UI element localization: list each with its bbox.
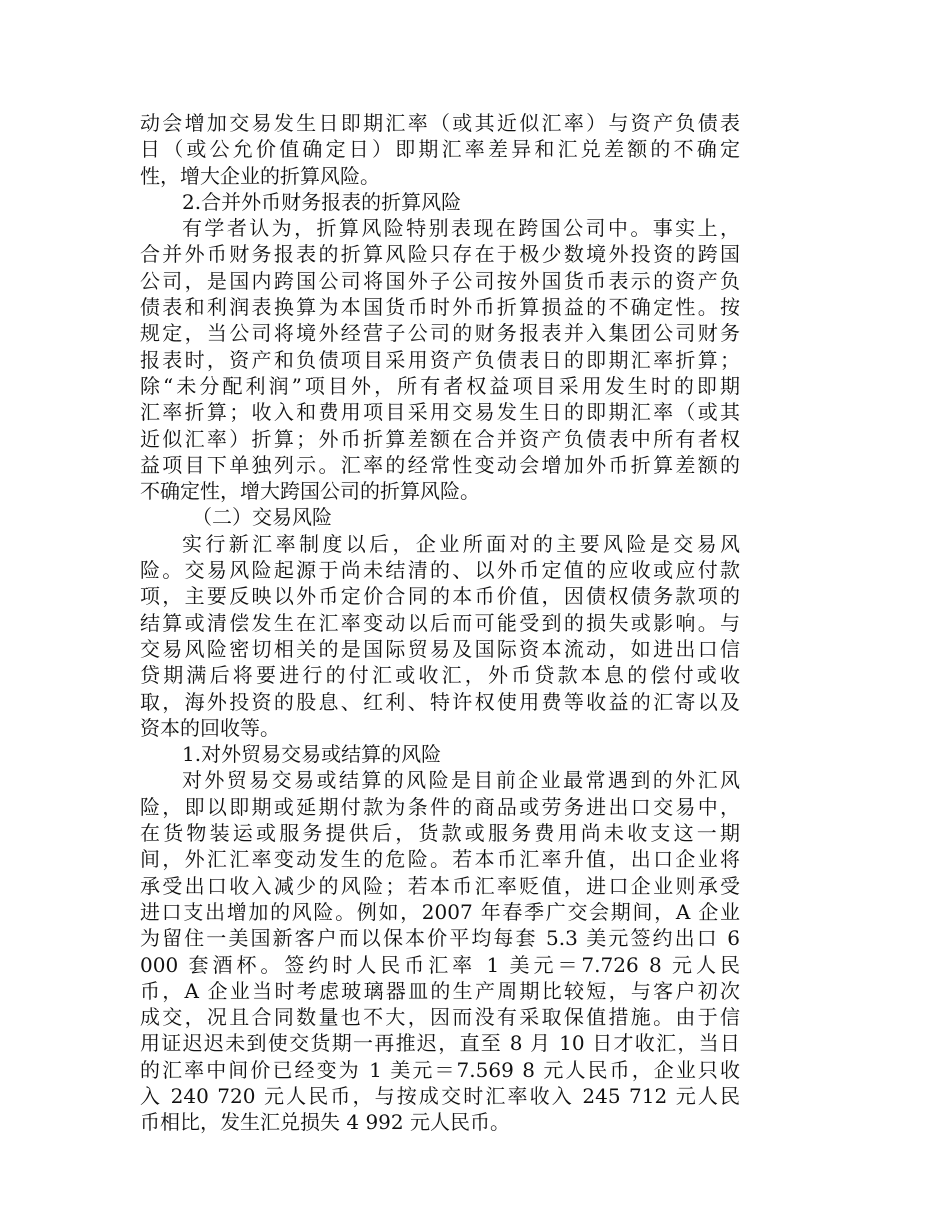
text-line: 交易风险密切相关的是国际贸易及国际资本流动，如进出口信 <box>140 636 740 661</box>
paragraph-last-line: 资本的回收等。 <box>140 715 280 740</box>
paragraph-first-line: 实行新汇率制度以后，企业所面对的主要风险是交易风 <box>182 531 740 556</box>
text-line: 币，A 企业当时考虑玻璃器皿的生产周期比较短，与客户初次 <box>140 978 740 1003</box>
text-line: 承受出口收入减少的风险；若本币汇率贬值，进口企业则承受 <box>140 873 740 898</box>
paragraph-last-line: 币相比，发生汇兑损失 4 992 元人民币。 <box>140 1110 510 1135</box>
text-line: 合并外币财务报表的折算风险只存在于极少数境外投资的跨国 <box>140 242 740 267</box>
text-line: 险。交易风险起源于尚未结清的、以外币定值的应收或应付款 <box>140 558 740 583</box>
paragraph-first-line: 对外贸易交易或结算的风险是目前企业最常遇到的外汇风 <box>182 768 740 793</box>
text-line: 为留住一美国新客户而以保本价平均每套 5.3 美元签约出口 6 <box>140 926 740 951</box>
text-line: 进口支出增加的风险。例如，2007 年春季广交会期间，A 企业 <box>140 899 740 924</box>
text-line: 动会增加交易发生日即期汇率（或其近似汇率）与资产负债表 <box>140 111 740 135</box>
text-line: 债表和利润表换算为本国货币时外币折算损益的不确定性。按 <box>140 295 740 320</box>
section-heading: （二）交易风险 <box>192 505 332 530</box>
paragraph-first-line: 有学者认为，折算风险特别表现在跨国公司中。事实上， <box>182 216 740 241</box>
document-body <box>140 110 740 1136</box>
text-line: 日（或公允价值确定日）即期汇率差异和汇兑差额的不确定 <box>140 137 740 162</box>
document-page <box>140 110 740 1136</box>
text-line: 间，外汇汇率变动发生的危险。若本币汇率升值，出口企业将 <box>140 847 740 872</box>
text-line: 取，海外投资的股息、红利、特许权使用费等收益的汇寄以及 <box>140 689 740 714</box>
text-line: 入 240 720 元人民币，与按成交时汇率收入 245 712 元人民 <box>140 1083 740 1108</box>
text-line: 用证迟迟未到使交货期一再推迟，直至 8 月 10 日才收汇，当日 <box>140 1031 740 1056</box>
text-line: 益项目下单独列示。汇率的经常性变动会增加外币折算差额的 <box>140 452 740 477</box>
text-line: 在货物装运或服务提供后，货款或服务费用尚未收支这一期 <box>140 821 740 846</box>
text-line: 规定，当公司将境外经营子公司的财务报表并入集团公司财务 <box>140 321 740 346</box>
section-heading: 1.对外贸易交易或结算的风险 <box>182 742 442 767</box>
text-line: 000 套酒杯。签约时人民币汇率 1 美元＝7.726 8 元人民 <box>140 952 740 977</box>
section-heading: 2.合并外币财务报表的折算风险 <box>182 189 462 214</box>
text-line: 报表时，资产和负债项目采用资产负债表日的即期汇率折算； <box>140 347 740 372</box>
paragraph-last-line: 不确定性，增大跨国公司的折算风险。 <box>140 479 480 504</box>
text-line: 险，即以即期或延期付款为条件的商品或劳务进出口交易中， <box>140 794 740 819</box>
text-line: 项，主要反映以外币定价合同的本币价值，因债权债务款项的 <box>140 584 740 609</box>
text-line: 公司，是国内跨国公司将国外子公司按外国货币表示的资产负 <box>140 268 740 293</box>
text-line: 贷期满后将要进行的付汇或收汇，外币贷款本息的偿付或收 <box>140 663 740 688</box>
text-line: 近似汇率）折算；外币折算差额在合并资产负债表中所有者权 <box>140 426 740 451</box>
text-line: 成交，况且合同数量也不大，因而没有采取保值措施。由于信 <box>140 1005 740 1030</box>
text-line: 结算或清偿发生在汇率变动以后而可能受到的损失或影响。与 <box>140 610 740 635</box>
paragraph-last-line: 性，增大企业的折算风险。 <box>140 163 380 188</box>
text-line: 的汇率中间价已经变为 1 美元＝7.569 8 元人民币，企业只收 <box>140 1057 740 1082</box>
text-line: 汇率折算；收入和费用项目采用交易发生日的即期汇率（或其 <box>140 400 740 425</box>
text-line: 除“未分配利润”项目外，所有者权益项目采用发生时的即期 <box>140 373 740 398</box>
